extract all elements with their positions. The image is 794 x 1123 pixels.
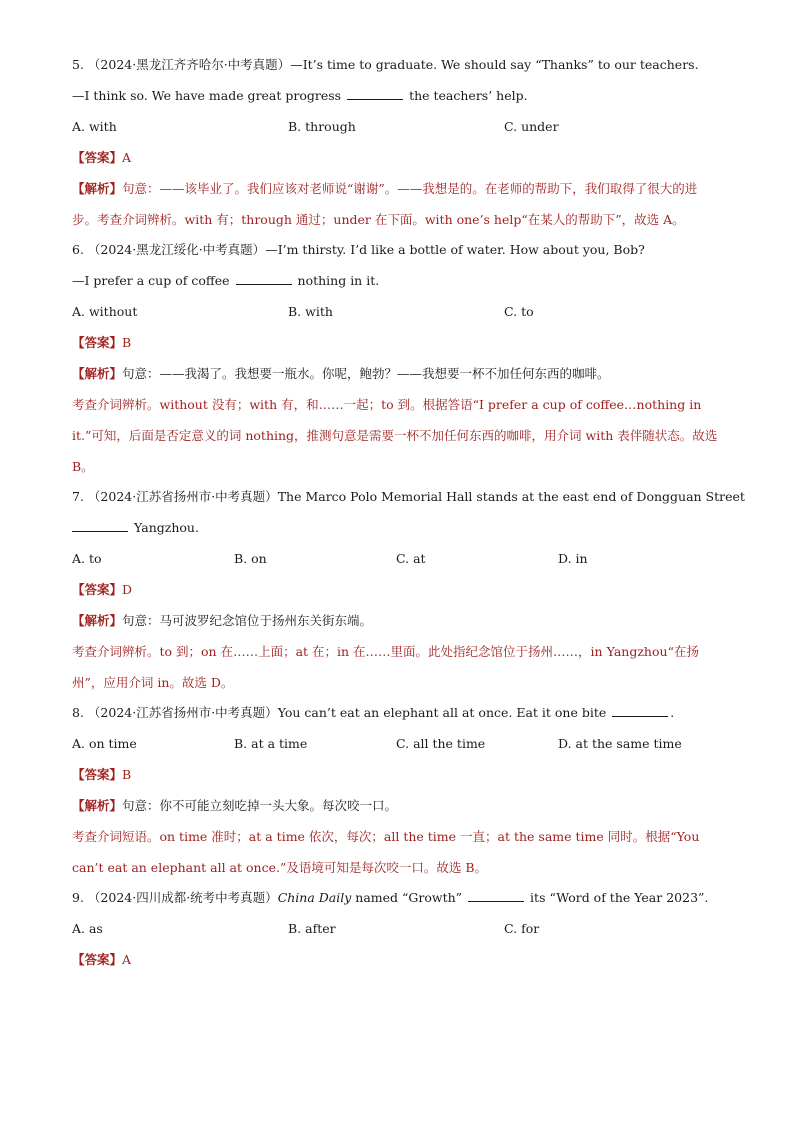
answer-value: A bbox=[122, 150, 132, 165]
question-text: The Marco Polo Memorial Hall stands at the east end of Dongguan Street bbox=[277, 489, 745, 504]
answer-line: 【答案】A bbox=[72, 952, 132, 967]
question-number: 9. bbox=[72, 890, 84, 905]
question-text: named “Growth” bbox=[355, 890, 463, 905]
question-6 bbox=[72, 241, 722, 482]
option-a: A. to bbox=[72, 551, 102, 566]
question-number: 8. bbox=[72, 705, 84, 720]
question-stem-line-2: —I prefer a cup of coffee nothing in it. bbox=[72, 273, 380, 288]
option-a: A. without bbox=[72, 304, 138, 319]
question-stem: 9. （2024·四川成都·统考中考真题）China Daily named “Growth” its “Word of the Year 2023”. bbox=[72, 890, 709, 905]
question-5 bbox=[72, 56, 722, 235]
question-text: You can’t eat an elephant all at once. Eat it one bite bbox=[277, 705, 607, 720]
publication-name: China Daily bbox=[277, 890, 352, 905]
option-a: A. on time bbox=[72, 736, 137, 751]
question-source: （2024·江苏省扬州市·中考真题） bbox=[87, 489, 278, 504]
answer-line: 【答案】B bbox=[72, 767, 132, 782]
explanation: 【解析】句意：马可波罗纪念馆位于扬州东关街东端。 考查介词辨析。to 到；on 在……上面；at 在；in 在……里面。此处指纪念馆位于扬州……，in Yangzhou“在扬州”，应用介词 in。故选 D。 bbox=[72, 613, 699, 690]
question-number: 7. bbox=[72, 489, 84, 504]
answer-line: 【答案】D bbox=[72, 582, 133, 597]
option-a: A. as bbox=[72, 921, 103, 936]
option-c: C. to bbox=[504, 304, 534, 319]
question-stem: 8. （2024·江苏省扬州市·中考真题）You can’t eat an elephant all at once. Eat it one bite . bbox=[72, 705, 675, 720]
question-text: —It’s time to graduate. We should say “Thanks” to our teachers. bbox=[290, 57, 699, 72]
options bbox=[72, 118, 722, 136]
explanation: 【解析】句意：你不可能立刻吃掉一头大象。每次咬一口。 考查介词短语。on time 准时；at a time 依次，每次；all the time 一直；at the same time 同时。根据“You can’t eat an elephant all at once.”及语境可知是每次咬一口。故选 B。 bbox=[72, 798, 700, 875]
option-d: D. in bbox=[558, 551, 588, 566]
answer-blank bbox=[72, 519, 128, 532]
options bbox=[72, 920, 722, 938]
question-source: （2024·四川成都·统考中考真题） bbox=[87, 890, 278, 905]
option-c: C. at bbox=[396, 551, 426, 566]
question-9 bbox=[72, 889, 722, 969]
answer-value: A bbox=[122, 952, 132, 967]
question-stem bbox=[72, 241, 722, 259]
question-7 bbox=[72, 488, 745, 698]
answer-blank bbox=[612, 704, 668, 717]
option-b: B. after bbox=[288, 921, 336, 936]
options bbox=[72, 735, 722, 753]
option-b: B. with bbox=[288, 304, 333, 319]
explanation: 【解析】句意：——该毕业了。我们应该对老师说“谢谢”。——我想是的。在老师的帮助下，我们取得了很大的进步。考查介词辨析。with 有；through 通过；under 在下面。with one’s help“在某人的帮助下”，故选 A。 bbox=[72, 181, 698, 227]
options bbox=[72, 303, 722, 321]
option-c: C. under bbox=[504, 119, 559, 134]
answer-blank bbox=[468, 889, 524, 902]
option-c: C. for bbox=[504, 921, 540, 936]
question-number: 5. bbox=[72, 57, 84, 72]
option-b: B. on bbox=[234, 551, 267, 566]
option-b: B. through bbox=[288, 119, 356, 134]
question-text: —I’m thirsty. I’d like a bottle of water. How about you, Bob? bbox=[265, 242, 645, 257]
question-source: （2024·江苏省扬州市·中考真题） bbox=[87, 705, 278, 720]
question-stem-line-2: —I think so. We have made great progress the teachers’ help. bbox=[72, 88, 528, 103]
question-number: 6. bbox=[72, 242, 84, 257]
answer-line: 【答案】A bbox=[72, 150, 132, 165]
question-stem bbox=[72, 488, 745, 506]
option-c: C. all the time bbox=[396, 736, 486, 751]
answer-value: B bbox=[122, 767, 132, 782]
option-d: D. at the same time bbox=[558, 736, 682, 751]
explanation: 【解析】句意：——我渴了。我想要一瓶水。你呢，鲍勃？——我想要一杯不加任何东西的咖啡。 考查介词辨析。without 没有；with 有，和……一起；to 到。根据答语“I prefer a cup of coffee…nothing in it.”可知，后面是否定意义的词 nothing，推测句意是需要一杯不加任何东西的咖啡，用介词 with 表伴随状态。故选 B。 bbox=[72, 366, 718, 474]
answer-blank bbox=[347, 87, 403, 100]
option-b: B. at a time bbox=[234, 736, 308, 751]
option-a: A. with bbox=[72, 119, 117, 134]
answer-value: D bbox=[122, 582, 133, 597]
question-source: （2024·黑龙江绥化·中考真题） bbox=[87, 242, 266, 257]
question-8 bbox=[72, 704, 722, 883]
answer-value: B bbox=[122, 335, 132, 350]
question-stem-line-2: Yangzhou. bbox=[72, 519, 722, 537]
answer-blank bbox=[236, 272, 292, 285]
question-source: （2024·黑龙江齐齐哈尔·中考真题） bbox=[87, 57, 291, 72]
answer-line: 【答案】B bbox=[72, 335, 132, 350]
question-stem bbox=[72, 56, 722, 74]
options bbox=[72, 550, 722, 568]
